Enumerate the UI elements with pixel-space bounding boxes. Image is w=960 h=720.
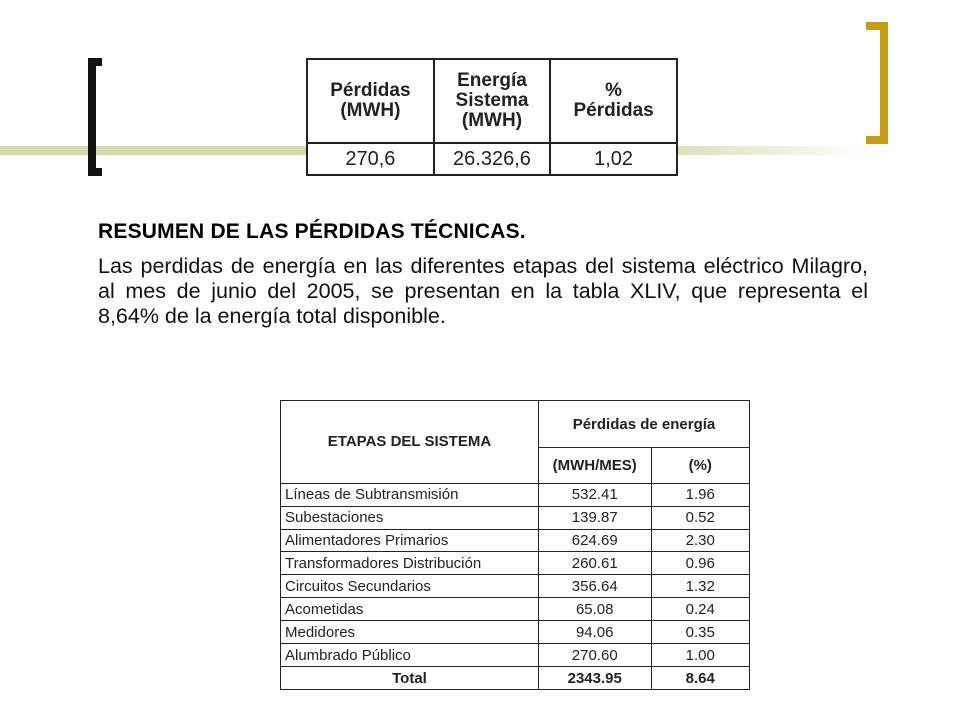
row-label: Líneas de Subtransmisión — [281, 483, 539, 506]
row-pct: 0.52 — [651, 506, 750, 529]
row-mwh: 260.61 — [538, 552, 651, 575]
row-label: Alimentadores Primarios — [281, 529, 539, 552]
table-row — [281, 644, 750, 667]
losses-table-header-row — [281, 401, 750, 448]
row-label: Transformadores Distribución — [281, 552, 539, 575]
summary-table-value-row — [307, 143, 677, 175]
row-label: Circuitos Secundarios — [281, 575, 539, 598]
header-energia-sistema: Energía Sistema (MWH) — [434, 59, 550, 143]
body-paragraph: Las perdidas de energía en las diferentes etapas del sistema eléctrico Milagro, al mes de junio del 2005, se presentan en la tabla XLIV, que representa el 8,64% de la energía total disponible. — [98, 254, 868, 328]
total-pct: 8.64 — [651, 667, 750, 690]
row-label: Medidores — [281, 621, 539, 644]
header-porcentaje: (%) — [651, 448, 750, 484]
table-row — [281, 552, 750, 575]
summary-table — [306, 58, 678, 176]
summary-table-header-row — [307, 59, 677, 143]
header-perdidas-energia: Pérdidas de energía — [538, 401, 749, 448]
value-porcentaje-perdidas: 1,02 — [550, 143, 677, 175]
row-pct: 1.96 — [651, 483, 750, 506]
row-label: Acometidas — [281, 598, 539, 621]
decorative-line-right — [676, 146, 870, 155]
value-perdidas: 270,6 — [307, 143, 434, 175]
row-mwh: 65.08 — [538, 598, 651, 621]
decorative-bracket-left — [88, 58, 102, 176]
row-pct: 2.30 — [651, 529, 750, 552]
total-label: Total — [281, 667, 539, 690]
row-pct: 0.96 — [651, 552, 750, 575]
header-perdidas: Pérdidas (MWH) — [307, 59, 434, 143]
row-mwh: 624.69 — [538, 529, 651, 552]
row-label: Subestaciones — [281, 506, 539, 529]
table-row — [281, 598, 750, 621]
row-mwh: 94.06 — [538, 621, 651, 644]
header-porcentaje-perdidas: % Pérdidas — [550, 59, 677, 143]
section-heading: RESUMEN DE LAS PÉRDIDAS TÉCNICAS. — [98, 220, 526, 243]
table-row — [281, 621, 750, 644]
row-mwh: 356.64 — [538, 575, 651, 598]
row-mwh: 270.60 — [538, 644, 651, 667]
table-row — [281, 483, 750, 506]
header-mwh-mes: (MWH/MES) — [538, 448, 651, 484]
header-etapas: ETAPAS DEL SISTEMA — [281, 401, 539, 484]
row-mwh: 532.41 — [538, 483, 651, 506]
row-label: Alumbrado Público — [281, 644, 539, 667]
losses-table-total-row — [281, 667, 750, 690]
decorative-bracket-right — [866, 22, 888, 144]
losses-table — [280, 400, 750, 690]
row-mwh: 139.87 — [538, 506, 651, 529]
row-pct: 0.24 — [651, 598, 750, 621]
losses-table-image — [280, 400, 750, 690]
total-mwh: 2343.95 — [538, 667, 651, 690]
table-row — [281, 575, 750, 598]
decorative-line-left — [0, 146, 310, 155]
row-pct: 1.00 — [651, 644, 750, 667]
table-row — [281, 506, 750, 529]
row-pct: 0.35 — [651, 621, 750, 644]
row-pct: 1.32 — [651, 575, 750, 598]
summary-table-image — [306, 58, 678, 176]
table-row — [281, 529, 750, 552]
value-energia-sistema: 26.326,6 — [434, 143, 550, 175]
